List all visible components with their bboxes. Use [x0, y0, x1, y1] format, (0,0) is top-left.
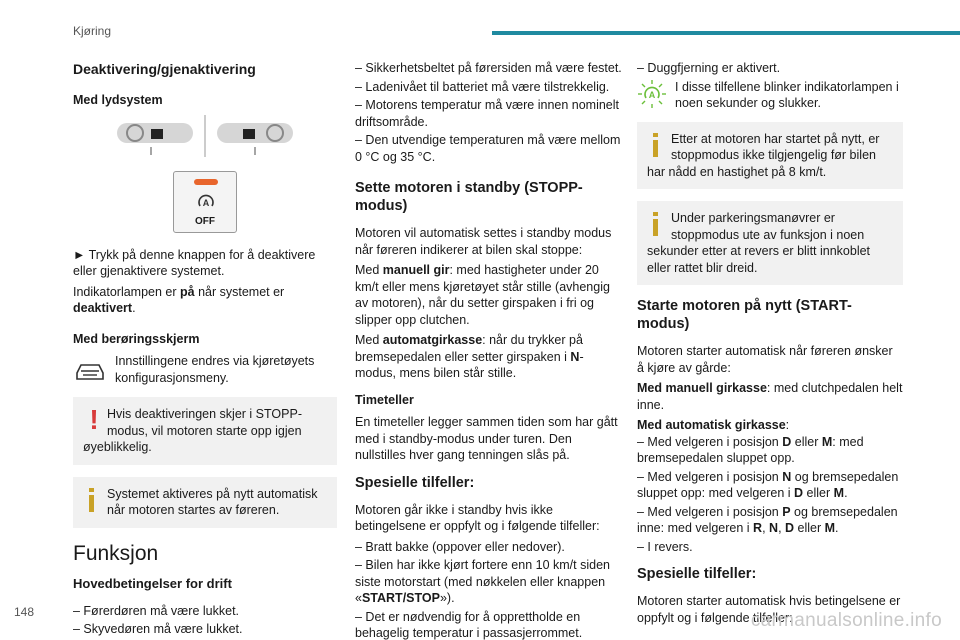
special-start-text: Motoren starter automatisk hvis betingelsene er oppfylt og i følgende tilfeller:: [637, 594, 901, 625]
indicator-lamp-icon: [194, 179, 218, 185]
start-mode-heading: Starte motoren på nytt (START-modus): [637, 298, 852, 332]
deactivation-heading: Deaktivering/gjenaktivering: [73, 61, 256, 77]
condition-item: – Den utvendige temperaturen må være mellom 0 °C og 35 °C.: [355, 133, 621, 164]
standby-intro: Motoren vil automatisk settes i standby modus når føreren indikerer at bilen skal stoppe:: [355, 226, 612, 257]
blink-row: [637, 79, 903, 112]
start-intro: Motoren starter automatisk når føreren ønsker å kjøre av gårde:: [637, 344, 893, 375]
header-accent-bar: [492, 31, 960, 35]
column-1: [73, 60, 337, 640]
info-icon: [647, 210, 669, 240]
start-item: – I revers.: [637, 539, 693, 554]
dashboard-button-location-icon: [115, 115, 295, 157]
special-cases-heading: Spesielle tilfeller:: [355, 474, 475, 491]
header-section-title: Kjøring: [73, 24, 112, 38]
svg-text:A: A: [202, 197, 210, 208]
deactivate-instruction: ► Trykk på denne knappen for å deaktivere eller gjenaktivere systemet.: [73, 247, 316, 278]
timer-text: En timeteller legger sammen tiden som har gått med i standby-modus under turen. Den nullstilles hver gang tenningen slås på.: [355, 415, 618, 462]
special-item: – Bratt bakke (oppover eller nedover).: [355, 539, 565, 554]
warning-note: ! Hvis deaktiveringen skjer i STOPP-modus, vil motoren starte opp igjen øyeblikkelig.: [73, 397, 337, 465]
special-cases-heading: Spesielle tilfeller:: [637, 566, 757, 582]
start-item: – Med velgeren i posisjon P og bremsepedalen inne: med velgeren i R, N, D eller M.: [637, 504, 898, 535]
sound-system-subheading: Med lydsystem: [73, 93, 163, 107]
function-heading: Funksjon: [73, 541, 159, 565]
condition-item: – Skyvedøren må være lukket.: [73, 622, 243, 636]
condition-item: – Ladenivået til batteriet må være tilstrekkelig.: [355, 79, 610, 94]
vehicle-settings-icon: [73, 353, 107, 387]
blink-text: I disse tilfellene blinker indikatorlampen i noen sekunder og slukker.: [675, 79, 899, 110]
stop-start-off-button: [173, 171, 237, 233]
indicator-description: Indikatorlampen er på når systemet er deaktivert.: [73, 284, 285, 315]
info-icon: [83, 486, 105, 516]
standby-automatic: Med automatgirkasse: når du trykker på bremsepedalen eller setter girspaken i N-modus, mens bilen står stille.: [355, 333, 584, 380]
condition-item: – Motorens temperatur må være innen nominelt driftsområde.: [355, 98, 620, 129]
stop-start-blinking-icon: [637, 79, 667, 109]
start-automatic-label: Med automatisk girkasse:: [637, 418, 790, 432]
touchscreen-subheading: Med berøringsskjerm: [73, 331, 200, 346]
watermark: carmanualsonline.info: [750, 610, 942, 631]
auto-stop-start-icon: [196, 192, 216, 212]
info-note: Systemet aktiveres på nytt automatisk når motoren startes av føreren.: [73, 477, 337, 528]
svg-text:A: A: [648, 89, 656, 100]
info-note-parking: Under parkeringsmanøvrer er stoppmodus ute av funksjon i noen sekunder etter at revers er blitt innkoblet eller rattet blir dreid.: [637, 201, 903, 285]
standby-heading: Sette motoren i standby (STOPP-modus): [355, 180, 583, 214]
start-item: – Med velgeren i posisjon N og bremsepedalen sluppet opp: med velgeren i D eller M.: [637, 469, 899, 500]
timer-heading: Timeteller: [355, 392, 414, 407]
condition-item: – Førerdøren må være lukket.: [73, 603, 240, 618]
column-2: [355, 60, 623, 640]
touchscreen-text: Innstillingene endres via kjøretøyets konfigurasjonsmeny.: [115, 354, 315, 385]
page-number: 148: [14, 605, 35, 619]
condition-item: – Sikkerhetsbeltet på førersiden må være festet.: [355, 61, 622, 75]
demist-item: – Duggfjerning er aktivert.: [637, 61, 781, 75]
special-item: – Det er nødvendig for å opprettholde en behagelig temperatur i passasjerrommet.: [355, 609, 583, 640]
main-conditions-heading: Hovedbetingelser for drift: [73, 576, 232, 591]
special-item: – Bilen har ikke kjørt fortere enn 10 km/t siden siste motorstart (med nøkkelen eller knappen «START/STOP»).: [355, 558, 610, 605]
info-note-speed: Etter at motoren har startet på nytt, er stoppmodus ikke tilgjengelig før bilen har nådd en hastighet på 8 km/t.: [637, 122, 903, 190]
steering-wheel-illustration: [73, 115, 337, 157]
exclamation-icon: !: [89, 404, 99, 435]
start-manual: Med manuell girkasse: med clutchpedalen helt inne.: [637, 381, 903, 412]
column-3: [637, 60, 903, 630]
info-icon: [647, 131, 669, 161]
special-intro: Motoren går ikke i standby hvis ikke betingelsene er oppfylt og i følgende tilfeller:: [355, 502, 600, 533]
touchscreen-row: [73, 353, 337, 387]
off-label: OFF: [195, 215, 215, 227]
standby-manual: Med manuell gir: med hastigheter under 20 km/t eller mens kjøretøyet står stille (avhengig av motoren), når du setter girspaken i fri og slipper opp clutchen.: [355, 263, 610, 327]
start-item: – Med velgeren i posisjon D eller M: med bremsepedalen sluppet opp.: [637, 434, 864, 465]
